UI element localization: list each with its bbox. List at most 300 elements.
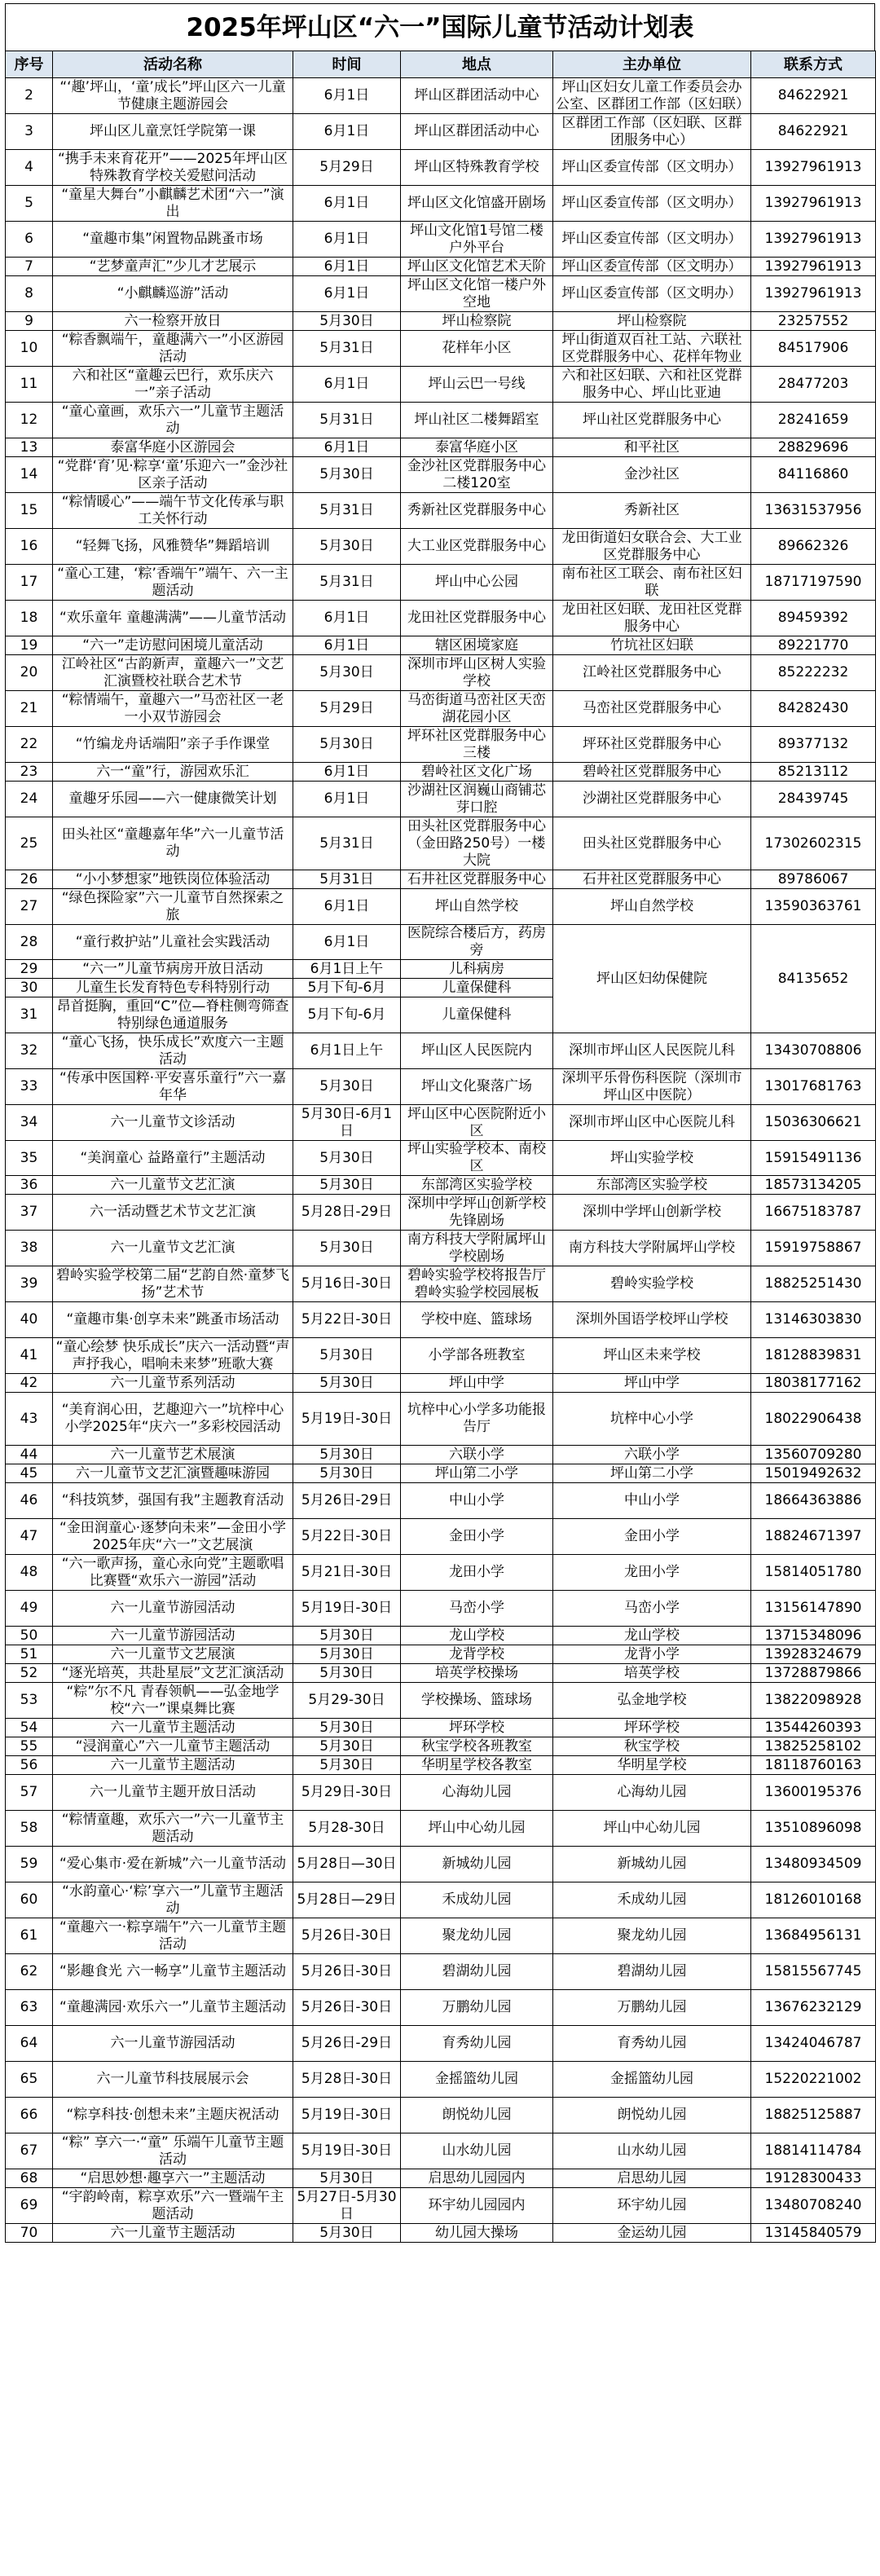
table-row bbox=[6, 1519, 876, 1555]
cell-index: 8 bbox=[6, 276, 53, 312]
cell-activity-name: “小麒麟巡游”活动 bbox=[53, 276, 293, 312]
cell-time: 6月1日 bbox=[293, 782, 401, 817]
cell-activity-name: 六一儿童节主题活动 bbox=[53, 1719, 293, 1737]
cell-time: 5月30日 bbox=[293, 457, 401, 493]
header-activity-name: 活动名称 bbox=[53, 51, 293, 78]
table-row bbox=[6, 331, 876, 367]
cell-time: 5月26日-30日 bbox=[293, 1990, 401, 2026]
cell-time: 6月1日 bbox=[293, 763, 401, 782]
cell-time: 5月下旬-6月 bbox=[293, 997, 401, 1033]
cell-index: 69 bbox=[6, 2188, 53, 2224]
cell-location: 坪山文化聚落广场 bbox=[401, 1069, 553, 1105]
cell-location: 马峦小学 bbox=[401, 1591, 553, 1627]
table-row bbox=[6, 1446, 876, 1464]
cell-location: 秋宝学校各班教室 bbox=[401, 1737, 553, 1756]
cell-contact: 15036306621 bbox=[751, 1105, 876, 1141]
cell-time: 5月30日 bbox=[293, 1231, 401, 1266]
cell-activity-name: “粽情暖心”——端午节文化传承与职工关怀行动 bbox=[53, 493, 293, 529]
cell-activity-name: “启思妙想·趣享六一”主题活动 bbox=[53, 2169, 293, 2188]
cell-contact: 15815567745 bbox=[751, 1954, 876, 1990]
header-location: 地点 bbox=[401, 51, 553, 78]
table-row bbox=[6, 1338, 876, 1374]
cell-contact: 13927961913 bbox=[751, 222, 876, 258]
cell-time: 6月1日 bbox=[293, 925, 401, 960]
cell-activity-name: 童趣牙乐园——六一健康微笑计划 bbox=[53, 782, 293, 817]
table-row bbox=[6, 1195, 876, 1231]
cell-activity-name: “粽” 享六一·“童” 乐端午儿童节主题活动 bbox=[53, 2133, 293, 2169]
cell-index: 70 bbox=[6, 2224, 53, 2243]
table-row bbox=[6, 1069, 876, 1105]
cell-activity-name: 六一儿童节系列活动 bbox=[53, 1374, 293, 1393]
cell-organizer: 龙田小学 bbox=[553, 1555, 751, 1591]
cell-index: 57 bbox=[6, 1775, 53, 1811]
cell-organizer: 朗悦幼儿园 bbox=[553, 2098, 751, 2133]
table-row bbox=[6, 1483, 876, 1519]
cell-organizer: 深圳平乐骨伤科医院（深圳市坪山区中医院） bbox=[553, 1069, 751, 1105]
table-row bbox=[6, 601, 876, 636]
cell-activity-name: 六一儿童节文艺汇演 bbox=[53, 1231, 293, 1266]
cell-activity-name: “童趣市集·创享未来”跳蚤市场活动 bbox=[53, 1302, 293, 1338]
cell-time: 5月28日-30日 bbox=[293, 2062, 401, 2098]
cell-contact: 17302602315 bbox=[751, 817, 876, 870]
cell-organizer: 育秀幼儿园 bbox=[553, 2026, 751, 2062]
cell-organizer: 坪山中心幼儿园 bbox=[553, 1811, 751, 1847]
cell-contact: 89221770 bbox=[751, 636, 876, 655]
cell-contact: 13684956131 bbox=[751, 1918, 876, 1954]
table-row bbox=[6, 655, 876, 691]
cell-location: 聚龙幼儿园 bbox=[401, 1918, 553, 1954]
cell-location: 幼儿园大操场 bbox=[401, 2224, 553, 2243]
cell-activity-name: “携手未来育花开”——2025年坪山区特殊教育学校关爱慰问活动 bbox=[53, 150, 293, 186]
cell-index: 25 bbox=[6, 817, 53, 870]
cell-location: 启思幼儿园园内 bbox=[401, 2169, 553, 2188]
cell-index: 17 bbox=[6, 565, 53, 601]
cell-organizer: 坪山区委宣传部（区文明办） bbox=[553, 258, 751, 276]
cell-organizer: 弘金地学校 bbox=[553, 1683, 751, 1719]
table-row bbox=[6, 1811, 876, 1847]
cell-index: 11 bbox=[6, 367, 53, 403]
cell-contact: 84116860 bbox=[751, 457, 876, 493]
table-row bbox=[6, 114, 876, 150]
cell-location: 坪山区人民医院内 bbox=[401, 1033, 553, 1069]
cell-time: 6月1日 bbox=[293, 78, 401, 114]
cell-index: 62 bbox=[6, 1954, 53, 1990]
cell-activity-name: 六一儿童节主题开放日活动 bbox=[53, 1775, 293, 1811]
table-row bbox=[6, 636, 876, 655]
cell-contact: 13927961913 bbox=[751, 150, 876, 186]
cell-contact: 18038177162 bbox=[751, 1374, 876, 1393]
table-row bbox=[6, 403, 876, 438]
cell-location: 坪山自然学校 bbox=[401, 889, 553, 925]
cell-index: 37 bbox=[6, 1195, 53, 1231]
cell-organizer: 深圳外国语学校坪山学校 bbox=[553, 1302, 751, 1338]
cell-contact: 13424046787 bbox=[751, 2026, 876, 2062]
cell-time: 5月31日 bbox=[293, 331, 401, 367]
table-row bbox=[6, 2026, 876, 2062]
cell-location: 坪山中心公园 bbox=[401, 565, 553, 601]
cell-index: 46 bbox=[6, 1483, 53, 1519]
cell-index: 3 bbox=[6, 114, 53, 150]
cell-contact: 84135652 bbox=[751, 925, 876, 1033]
cell-index: 38 bbox=[6, 1231, 53, 1266]
cell-activity-name: 六一活动暨艺术节文艺汇演 bbox=[53, 1195, 293, 1231]
cell-organizer: 金沙社区 bbox=[553, 457, 751, 493]
cell-time: 5月29日-30日 bbox=[293, 1775, 401, 1811]
cell-contact: 13590363761 bbox=[751, 889, 876, 925]
cell-index: 36 bbox=[6, 1176, 53, 1195]
cell-activity-name: 六一儿童节文艺展演 bbox=[53, 1645, 293, 1664]
cell-time: 5月30日 bbox=[293, 1338, 401, 1374]
cell-location: 坪山区文化馆艺术天阶 bbox=[401, 258, 553, 276]
cell-location: 坪山区文化馆盛开剧场 bbox=[401, 186, 553, 222]
cell-location: 碧湖幼儿园 bbox=[401, 1954, 553, 1990]
cell-index: 33 bbox=[6, 1069, 53, 1105]
cell-location: 马峦街道马峦社区天峦湖花园小区 bbox=[401, 691, 553, 727]
table-row bbox=[6, 493, 876, 529]
cell-activity-name: “艺梦童声汇”少儿才艺展示 bbox=[53, 258, 293, 276]
cell-activity-name: “童星大舞台”小麒麟艺术团“六一”演出 bbox=[53, 186, 293, 222]
table-body bbox=[6, 78, 876, 2243]
cell-activity-name: “六一”走访慰问困境儿童活动 bbox=[53, 636, 293, 655]
cell-contact: 28477203 bbox=[751, 367, 876, 403]
table-row bbox=[6, 1627, 876, 1645]
cell-index: 22 bbox=[6, 727, 53, 763]
cell-organizer: 金田小学 bbox=[553, 1519, 751, 1555]
cell-activity-name: “粽情童趣，欢乐六一”六一儿童节主题活动 bbox=[53, 1811, 293, 1847]
table-row bbox=[6, 1393, 876, 1446]
cell-activity-name: 碧岭实验学校第二届“艺韵自然·童梦飞扬”艺术节 bbox=[53, 1266, 293, 1302]
cell-index: 41 bbox=[6, 1338, 53, 1374]
cell-activity-name: 昂首挺胸，重回“C”位—脊柱侧弯筛查特别绿色通道服务 bbox=[53, 997, 293, 1033]
cell-organizer: 龙背小学 bbox=[553, 1645, 751, 1664]
cell-activity-name: 江岭社区“古韵新声，童趣六一”文艺汇演暨校社联合艺术节 bbox=[53, 655, 293, 691]
cell-activity-name: “逐光培英，共赴星辰”文艺汇演活动 bbox=[53, 1664, 293, 1683]
cell-location: 坪环社区党群服务中心三楼 bbox=[401, 727, 553, 763]
cell-time: 6月1日上午 bbox=[293, 1033, 401, 1069]
table-row bbox=[6, 529, 876, 565]
cell-activity-name: “传承中医国粹·平安喜乐童行”六一嘉年华 bbox=[53, 1069, 293, 1105]
cell-index: 42 bbox=[6, 1374, 53, 1393]
cell-contact: 13715348096 bbox=[751, 1627, 876, 1645]
cell-activity-name: 六一儿童节文艺汇演暨趣味游园 bbox=[53, 1464, 293, 1483]
cell-activity-name: “童心童画，欢乐六一”儿童节主题活动 bbox=[53, 403, 293, 438]
cell-contact: 18825125887 bbox=[751, 2098, 876, 2133]
cell-time: 5月21日-30日 bbox=[293, 1555, 401, 1591]
table-row bbox=[6, 1176, 876, 1195]
cell-organizer: 区群团工作部（区妇联、区群团服务中心） bbox=[553, 114, 751, 150]
cell-contact: 13544260393 bbox=[751, 1719, 876, 1737]
table-row bbox=[6, 727, 876, 763]
cell-location: 秀新社区党群服务中心 bbox=[401, 493, 553, 529]
cell-organizer: 新城幼儿园 bbox=[553, 1847, 751, 1882]
table-row bbox=[6, 2224, 876, 2243]
table-row bbox=[6, 2098, 876, 2133]
table-row bbox=[6, 1033, 876, 1069]
cell-index: 50 bbox=[6, 1627, 53, 1645]
cell-index: 48 bbox=[6, 1555, 53, 1591]
cell-organizer: 石井社区党群服务中心 bbox=[553, 870, 751, 889]
cell-organizer: 龙田街道妇女联合会、大工业区党群服务中心 bbox=[553, 529, 751, 565]
cell-contact: 13430708806 bbox=[751, 1033, 876, 1069]
cell-contact: 89377132 bbox=[751, 727, 876, 763]
table-row bbox=[6, 1954, 876, 1990]
table-row bbox=[6, 1591, 876, 1627]
cell-time: 5月19日-30日 bbox=[293, 2098, 401, 2133]
header-organizer: 主办单位 bbox=[553, 51, 751, 78]
table-row bbox=[6, 925, 876, 960]
cell-activity-name: 六一儿童节主题活动 bbox=[53, 1756, 293, 1775]
cell-index: 59 bbox=[6, 1847, 53, 1882]
cell-index: 7 bbox=[6, 258, 53, 276]
table-row bbox=[6, 870, 876, 889]
cell-time: 6月1日 bbox=[293, 601, 401, 636]
cell-time: 5月30日 bbox=[293, 529, 401, 565]
cell-index: 32 bbox=[6, 1033, 53, 1069]
cell-time: 6月1日 bbox=[293, 258, 401, 276]
cell-activity-name: 六和社区“童趣云巴行，欢乐庆六一”亲子活动 bbox=[53, 367, 293, 403]
cell-index: 2 bbox=[6, 78, 53, 114]
cell-organizer: 南布社区工联会、南布社区妇联 bbox=[553, 565, 751, 601]
cell-time: 6月1日 bbox=[293, 114, 401, 150]
cell-contact: 84622921 bbox=[751, 78, 876, 114]
header-index: 序号 bbox=[6, 51, 53, 78]
cell-contact: 85213112 bbox=[751, 763, 876, 782]
cell-time: 6月1日 bbox=[293, 438, 401, 457]
cell-contact: 13156147890 bbox=[751, 1591, 876, 1627]
cell-organizer: 碧岭实验学校 bbox=[553, 1266, 751, 1302]
cell-contact: 16675183787 bbox=[751, 1195, 876, 1231]
cell-location: 金沙社区党群服务中心二楼120室 bbox=[401, 457, 553, 493]
cell-contact: 85222232 bbox=[751, 655, 876, 691]
cell-organizer: 和平社区 bbox=[553, 438, 751, 457]
cell-index: 12 bbox=[6, 403, 53, 438]
cell-organizer: 坪山社区党群服务中心 bbox=[553, 403, 751, 438]
cell-activity-name: 六一儿童节文艺汇演 bbox=[53, 1176, 293, 1195]
cell-location: 龙田小学 bbox=[401, 1555, 553, 1591]
table-row bbox=[6, 1302, 876, 1338]
cell-organizer: 坪山中学 bbox=[553, 1374, 751, 1393]
cell-time: 5月26日-30日 bbox=[293, 1954, 401, 1990]
table-row bbox=[6, 276, 876, 312]
cell-activity-name: “欢乐童年 童趣满满”——儿童节活动 bbox=[53, 601, 293, 636]
table-row bbox=[6, 1645, 876, 1664]
table-row bbox=[6, 1464, 876, 1483]
cell-activity-name: “科技筑梦，强国有我”主题教育活动 bbox=[53, 1483, 293, 1519]
cell-activity-name: 六一儿童节文诊活动 bbox=[53, 1105, 293, 1141]
cell-location: 金摇篮幼儿园 bbox=[401, 2062, 553, 2098]
cell-location: 环宇幼儿园园内 bbox=[401, 2188, 553, 2224]
cell-location: 儿童保健科 bbox=[401, 997, 553, 1033]
cell-time: 6月1日 bbox=[293, 367, 401, 403]
cell-index: 61 bbox=[6, 1918, 53, 1954]
cell-index: 52 bbox=[6, 1664, 53, 1683]
table-row bbox=[6, 1231, 876, 1266]
cell-contact: 89662326 bbox=[751, 529, 876, 565]
cell-time: 5月26日-29日 bbox=[293, 2026, 401, 2062]
cell-organizer: 华明星学校 bbox=[553, 1756, 751, 1775]
cell-time: 5月30日 bbox=[293, 1141, 401, 1176]
cell-location: 坪山区特殊教育学校 bbox=[401, 150, 553, 186]
cell-activity-name: “美润童心 益路童行”主题活动 bbox=[53, 1141, 293, 1176]
cell-contact: 15919758867 bbox=[751, 1231, 876, 1266]
cell-contact: 84622921 bbox=[751, 114, 876, 150]
cell-organizer: 深圳市坪山区中心医院儿科 bbox=[553, 1105, 751, 1141]
cell-index: 24 bbox=[6, 782, 53, 817]
cell-activity-name: 六一儿童节主题活动 bbox=[53, 2224, 293, 2243]
cell-index: 65 bbox=[6, 2062, 53, 2098]
cell-organizer: 六联小学 bbox=[553, 1446, 751, 1464]
cell-contact: 13480934509 bbox=[751, 1847, 876, 1882]
cell-location: 医院综合楼后方，药房旁 bbox=[401, 925, 553, 960]
table-row bbox=[6, 457, 876, 493]
table-row bbox=[6, 2133, 876, 2169]
cell-activity-name: “童行救护站”儿童社会实践活动 bbox=[53, 925, 293, 960]
cell-time: 6月1日 bbox=[293, 889, 401, 925]
cell-index: 16 bbox=[6, 529, 53, 565]
cell-activity-name: 六一儿童节艺术展演 bbox=[53, 1446, 293, 1464]
table-row bbox=[6, 1266, 876, 1302]
cell-contact: 13560709280 bbox=[751, 1446, 876, 1464]
cell-location: 碧岭社区文化广场 bbox=[401, 763, 553, 782]
cell-index: 44 bbox=[6, 1446, 53, 1464]
cell-location: 沙湖社区润巍山商铺芯芽口腔 bbox=[401, 782, 553, 817]
cell-time: 5月28日-29日 bbox=[293, 1195, 401, 1231]
table-row bbox=[6, 2169, 876, 2188]
cell-location: 坪山检察院 bbox=[401, 312, 553, 331]
cell-time: 5月22日-30日 bbox=[293, 1302, 401, 1338]
cell-time: 5月下旬-6月 bbox=[293, 979, 401, 997]
table-row bbox=[6, 312, 876, 331]
cell-organizer: 坪山检察院 bbox=[553, 312, 751, 331]
cell-time: 5月30日 bbox=[293, 1627, 401, 1645]
cell-organizer: 马峦社区党群服务中心 bbox=[553, 691, 751, 727]
cell-location: 东部湾区实验学校 bbox=[401, 1176, 553, 1195]
cell-contact: 28241659 bbox=[751, 403, 876, 438]
cell-index: 35 bbox=[6, 1141, 53, 1176]
cell-index: 39 bbox=[6, 1266, 53, 1302]
cell-location: 龙山学校 bbox=[401, 1627, 553, 1645]
cell-organizer: 坪环社区党群服务中心 bbox=[553, 727, 751, 763]
table-row bbox=[6, 78, 876, 114]
cell-activity-name: 六一“童”行，游园欢乐汇 bbox=[53, 763, 293, 782]
cell-contact: 18022906438 bbox=[751, 1393, 876, 1446]
cell-index: 29 bbox=[6, 960, 53, 979]
table-row bbox=[6, 2062, 876, 2098]
cell-time: 5月28日—30日 bbox=[293, 1847, 401, 1882]
cell-index: 47 bbox=[6, 1519, 53, 1555]
cell-index: 56 bbox=[6, 1756, 53, 1775]
cell-contact: 15019492632 bbox=[751, 1464, 876, 1483]
cell-activity-name: 六一儿童节游园活动 bbox=[53, 2026, 293, 2062]
cell-time: 5月30日 bbox=[293, 655, 401, 691]
cell-organizer: 坪山第二小学 bbox=[553, 1464, 751, 1483]
cell-index: 45 bbox=[6, 1464, 53, 1483]
cell-organizer: 坑梓中心小学 bbox=[553, 1393, 751, 1446]
cell-contact: 28439745 bbox=[751, 782, 876, 817]
cell-organizer: 万鹏幼儿园 bbox=[553, 1990, 751, 2026]
table-row bbox=[6, 1683, 876, 1719]
cell-activity-name: “粽香飘端午，童趣满六一”小区游园活动 bbox=[53, 331, 293, 367]
cell-index: 63 bbox=[6, 1990, 53, 2026]
cell-time: 5月31日 bbox=[293, 493, 401, 529]
cell-activity-name: “‘趣’坪山，‘童’成长”坪山区六一儿童节健康主题游园会 bbox=[53, 78, 293, 114]
cell-contact: 89786067 bbox=[751, 870, 876, 889]
cell-location: 坪山区中心医院附近小区 bbox=[401, 1105, 553, 1141]
cell-location: 坪环学校 bbox=[401, 1719, 553, 1737]
cell-organizer: 深圳市坪山区人民医院儿科 bbox=[553, 1033, 751, 1069]
cell-time: 5月30日 bbox=[293, 727, 401, 763]
cell-time: 5月19日-30日 bbox=[293, 2133, 401, 2169]
cell-contact: 84517906 bbox=[751, 331, 876, 367]
cell-index: 40 bbox=[6, 1302, 53, 1338]
table-row bbox=[6, 1555, 876, 1591]
table-row bbox=[6, 438, 876, 457]
table-row bbox=[6, 817, 876, 870]
cell-index: 18 bbox=[6, 601, 53, 636]
cell-index: 9 bbox=[6, 312, 53, 331]
cell-organizer: 竹坑社区妇联 bbox=[553, 636, 751, 655]
cell-contact: 18814114784 bbox=[751, 2133, 876, 2169]
cell-index: 19 bbox=[6, 636, 53, 655]
table-row bbox=[6, 367, 876, 403]
cell-activity-name: “童趣六一·粽享端午”六一儿童节主题活动 bbox=[53, 1918, 293, 1954]
cell-activity-name: “党群‘育’见·粽享‘童’乐迎六一”金沙社区亲子活动 bbox=[53, 457, 293, 493]
cell-location: 深圳中学坪山创新学校先锋剧场 bbox=[401, 1195, 553, 1231]
cell-contact: 84282430 bbox=[751, 691, 876, 727]
cell-activity-name: “童趣市集”闲置物品跳蚤市场 bbox=[53, 222, 293, 258]
cell-organizer: 禾成幼儿园 bbox=[553, 1882, 751, 1918]
cell-index: 31 bbox=[6, 997, 53, 1033]
cell-index: 58 bbox=[6, 1811, 53, 1847]
cell-organizer: 坪山区委宣传部（区文明办） bbox=[553, 186, 751, 222]
cell-index: 23 bbox=[6, 763, 53, 782]
cell-contact: 18825251430 bbox=[751, 1266, 876, 1302]
cell-organizer: 坪山区未来学校 bbox=[553, 1338, 751, 1374]
cell-location: 学校操场、篮球场 bbox=[401, 1683, 553, 1719]
table-row bbox=[6, 1882, 876, 1918]
cell-index: 68 bbox=[6, 2169, 53, 2188]
cell-organizer: 坪山自然学校 bbox=[553, 889, 751, 925]
cell-location: 金田小学 bbox=[401, 1519, 553, 1555]
cell-time: 5月30日 bbox=[293, 1737, 401, 1756]
cell-index: 55 bbox=[6, 1737, 53, 1756]
cell-contact: 23257552 bbox=[751, 312, 876, 331]
cell-time: 5月30日 bbox=[293, 1176, 401, 1195]
cell-location: 碧岭实验学校将报告厅碧岭实验学校园展板 bbox=[401, 1266, 553, 1302]
cell-organizer: 南方科技大学附属坪山学校 bbox=[553, 1231, 751, 1266]
cell-activity-name: “六一歌声扬，童心永向党”主题歌唱比赛暨“欢乐六一游园”活动 bbox=[53, 1555, 293, 1591]
cell-contact: 13480708240 bbox=[751, 2188, 876, 2224]
cell-activity-name: 儿童生长发育特色专科特别行动 bbox=[53, 979, 293, 997]
cell-index: 54 bbox=[6, 1719, 53, 1737]
table-row bbox=[6, 691, 876, 727]
cell-time: 5月30日 bbox=[293, 1069, 401, 1105]
cell-location: 辖区困境家庭 bbox=[401, 636, 553, 655]
activity-table bbox=[5, 51, 876, 2243]
cell-index: 28 bbox=[6, 925, 53, 960]
cell-index: 20 bbox=[6, 655, 53, 691]
cell-location: 山水幼儿园 bbox=[401, 2133, 553, 2169]
cell-index: 66 bbox=[6, 2098, 53, 2133]
cell-time: 5月27日-5月30日 bbox=[293, 2188, 401, 2224]
cell-organizer: 坪山区委宣传部（区文明办） bbox=[553, 222, 751, 258]
table-row bbox=[6, 1918, 876, 1954]
cell-organizer: 坪环学校 bbox=[553, 1719, 751, 1737]
cell-organizer: 培英学校 bbox=[553, 1664, 751, 1683]
cell-time: 5月19日-30日 bbox=[293, 1393, 401, 1446]
cell-activity-name: 六一检察开放日 bbox=[53, 312, 293, 331]
cell-organizer: 马峦小学 bbox=[553, 1591, 751, 1627]
